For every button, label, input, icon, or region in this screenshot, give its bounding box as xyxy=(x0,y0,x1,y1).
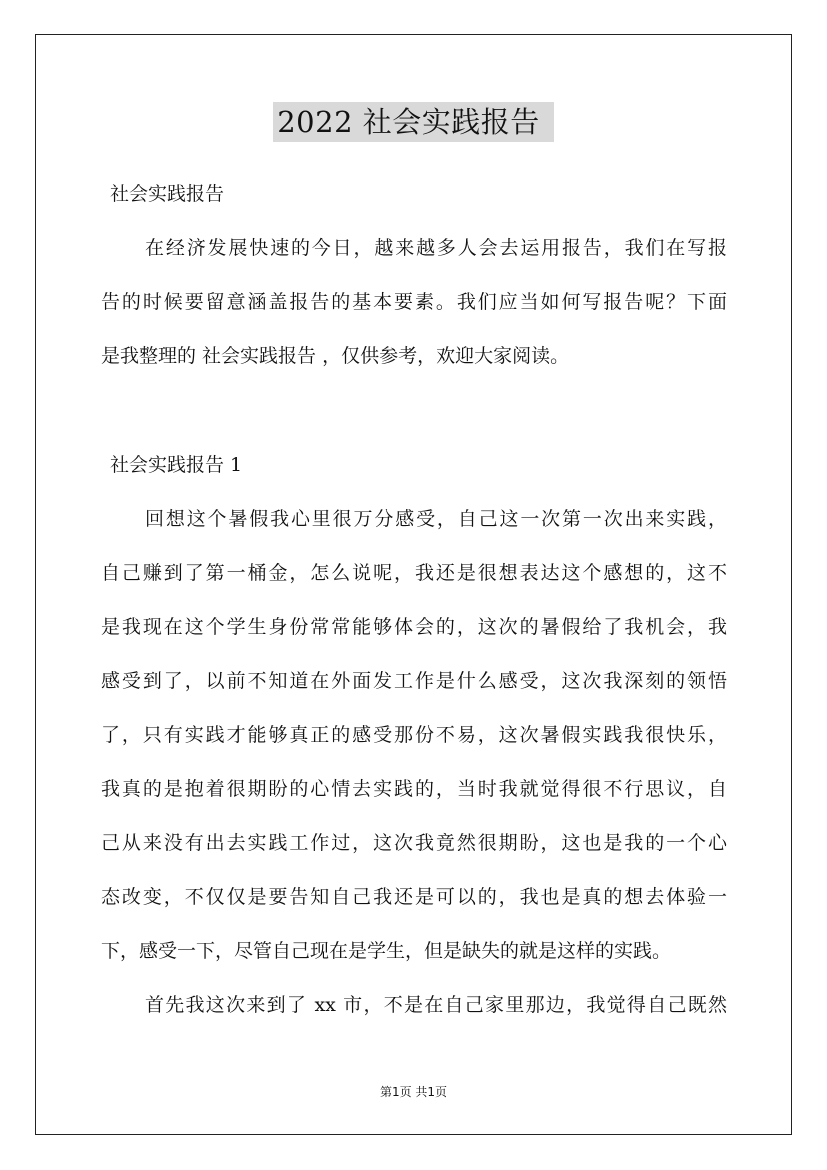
document-title: 2022 社会实践报告 xyxy=(273,102,554,142)
paragraph-line: 了，只有实践才能够真正的感受那份不易，这次暑假实践我很快乐， xyxy=(101,724,727,746)
paragraph-line: 首先我这次来到了 xx 市，不是在自己家里那边，我觉得自己既然 xyxy=(145,994,727,1016)
paragraph-line: 下，感受一下，尽管自己现在是学生，但是缺失的就是这样的实践。 xyxy=(101,940,672,962)
title-container xyxy=(0,102,827,142)
intro-line: 是我整理的 社会实践报告 ，仅供参考，欢迎大家阅读。 xyxy=(101,345,570,367)
paragraph-line: 态改变，不仅仅是要告知自己我还是可以的，我也是真的想去体验一 xyxy=(101,886,727,908)
page-number-footer: 第1页 共1页 xyxy=(379,1085,448,1099)
intro-line: 在经济发展快速的今日，越来越多人会去运用报告，我们在写报 xyxy=(145,237,727,259)
intro-line: 告的时候要留意涵盖报告的基本要素。我们应当如何写报告呢？下面 xyxy=(101,291,727,313)
paragraph-line: 感受到了，以前不知道在外面发工作是什么感受，这次我深刻的领悟 xyxy=(101,670,727,692)
paragraph-line: 是我现在这个学生身份常常能够体会的，这次的暑假给了我机会，我 xyxy=(101,616,727,638)
paragraph-line: 自己赚到了第一桶金，怎么说呢，我还是很想表达这个感想的，这不 xyxy=(101,562,727,584)
intro-heading: 社会实践报告 xyxy=(110,183,225,205)
paragraph-line: 我真的是抱着很期盼的心情去实践的，当时我就觉得很不行思议，自 xyxy=(101,778,727,800)
paragraph-line: 己从来没有出去实践工作过，这次我竟然很期盼，这也是我的一个心 xyxy=(101,832,727,854)
section-heading: 社会实践报告 1 xyxy=(110,454,243,476)
paragraph-line: 回想这个暑假我心里很万分感受，自己这一次第一次出来实践， xyxy=(145,508,727,530)
